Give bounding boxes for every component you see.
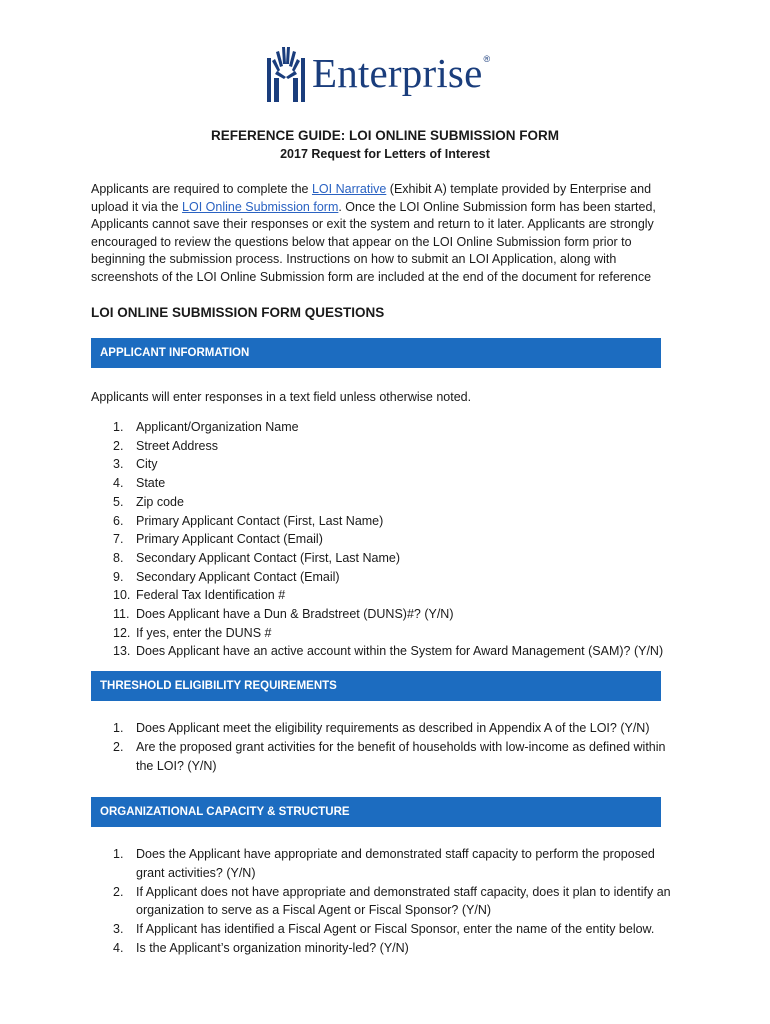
list-item: [91, 939, 681, 958]
list-item-text: Applicant/Organization Name: [136, 420, 299, 434]
list-item: [91, 738, 681, 776]
list-item-number: 11.: [113, 607, 130, 622]
list-item: [91, 568, 681, 587]
list-item: [91, 474, 681, 493]
list-item-text: Zip code: [136, 494, 184, 509]
list-item-text: Federal Tax Identification #: [136, 588, 286, 603]
list-item: [91, 624, 681, 643]
list-item-text: Secondary Applicant Contact (Email): [136, 569, 340, 584]
list-item-number: 5.: [113, 494, 124, 509]
enterprise-sunburst-icon: [266, 44, 306, 102]
capacity-questions-list: [91, 845, 681, 958]
enterprise-logo: [266, 44, 490, 102]
list-item-number: 3.: [113, 457, 124, 472]
list-item-number: 2.: [113, 739, 124, 754]
intro-text-1: Applicants are required to complete the: [91, 182, 312, 196]
list-item-text: Does the Applicant have appropriate and demonstrated staff capacity to perform the proposed grant activities? (Y/N): [136, 847, 655, 880]
list-item: [91, 642, 681, 661]
logo-wordmark: Enterprise: [312, 49, 483, 96]
list-item-text: State: [136, 476, 166, 491]
intro-paragraph: [91, 181, 681, 287]
list-item-text: If Applicant does not have appropriate and demonstrated staff capacity, does it plan to identify an organization to serve as a Fiscal Agent or Fiscal Sponsor? (Y/N): [136, 884, 671, 918]
list-item-text: Does Applicant meet the eligibility requirements as described in Appendix A of the LOI? (Y/N): [136, 721, 650, 735]
threshold-eligibility-bar: THRESHOLD ELIGIBILITY REQUIREMENTS: [91, 671, 661, 701]
list-item: [91, 883, 681, 921]
list-item-number: 4.: [113, 940, 124, 955]
list-item: [91, 719, 681, 738]
list-item-number: 1.: [113, 420, 124, 434]
applicant-questions-list: [91, 418, 681, 661]
threshold-questions-list: [91, 719, 681, 775]
applicant-information-bar: APPLICANT INFORMATION: [91, 338, 661, 368]
page-subtitle: 2017 Request for Letters of Interest: [280, 147, 490, 161]
list-item: [91, 549, 681, 568]
list-item-text: If Applicant has identified a Fiscal Agent or Fiscal Sponsor, enter the name of the entity below.: [136, 922, 655, 937]
applicant-note: Applicants will enter responses in a text field unless otherwise noted.: [91, 390, 472, 404]
list-item: [91, 586, 681, 605]
list-item: [91, 845, 681, 883]
intro-text-2: (Exhibit A) template provided by Enterprise and upload it via the: [91, 182, 652, 214]
list-item-text: City: [136, 457, 158, 472]
list-item: [91, 437, 681, 456]
section-heading: LOI ONLINE SUBMISSION FORM QUESTIONS: [91, 305, 385, 320]
list-item-text: Primary Applicant Contact (First, Last Name): [136, 513, 384, 528]
list-item-number: 13.: [113, 644, 131, 659]
list-item: [91, 493, 681, 512]
list-item: [91, 605, 681, 624]
list-item: [91, 530, 681, 549]
loi-narrative-link[interactable]: LOI Narrative: [311, 182, 387, 196]
list-item-number: 8.: [113, 550, 124, 565]
registered-mark: ®: [483, 54, 491, 64]
list-item-text: Is the Applicant’s organization minority-led? (Y/N): [136, 940, 409, 955]
list-item-text: Street Address: [136, 438, 218, 453]
loi-online-submission-form-link[interactable]: LOI Online Submission form: [182, 199, 339, 214]
intro-text-3: . Once the LOI Online Submission form has been started, Applicants cannot save their responses or exit the system and return to it later. Applicants are strongly encouraged to review the questions below that appear on the LOI Online Submission form prior to beginning the submission process. Instructions on how to submit an LOI Application, along with screenshots of the LOI Online Submission form are included at the end of the document for reference: [91, 199, 656, 284]
list-item-number: 4.: [113, 476, 124, 491]
page-title: REFERENCE GUIDE: LOI ONLINE SUBMISSION FORM: [210, 128, 559, 143]
list-item-text: Does Applicant have an active account within the System for Award Management (SAM)? (Y/N): [136, 644, 664, 659]
list-item-number: 1.: [113, 847, 124, 861]
list-item: [91, 920, 681, 939]
list-item-number: 1.: [113, 721, 124, 735]
list-item-number: 3.: [113, 922, 124, 937]
list-item-number: 6.: [113, 513, 124, 528]
list-item-text: Are the proposed grant activities for the benefit of households with low-income as defined within the LOI? (Y/N): [136, 739, 666, 773]
list-item: [91, 418, 681, 437]
list-item-number: 2.: [113, 884, 124, 899]
list-item-text: Primary Applicant Contact (Email): [136, 532, 323, 547]
list-item-text: If yes, enter the DUNS #: [136, 625, 272, 640]
list-item-text: Secondary Applicant Contact (First, Last Name): [136, 550, 401, 565]
list-item-number: 12.: [113, 625, 131, 640]
list-item: [91, 455, 681, 474]
list-item: [91, 512, 681, 531]
list-item-number: 9.: [113, 569, 124, 584]
list-item-number: 10.: [113, 588, 131, 603]
list-item-number: 2.: [113, 438, 124, 453]
organizational-capacity-bar: ORGANIZATIONAL CAPACITY & STRUCTURE: [91, 797, 661, 827]
list-item-number: 7.: [113, 532, 124, 547]
list-item-text: Does Applicant have a Dun & Bradstreet (DUNS)#? (Y/N): [136, 607, 454, 622]
